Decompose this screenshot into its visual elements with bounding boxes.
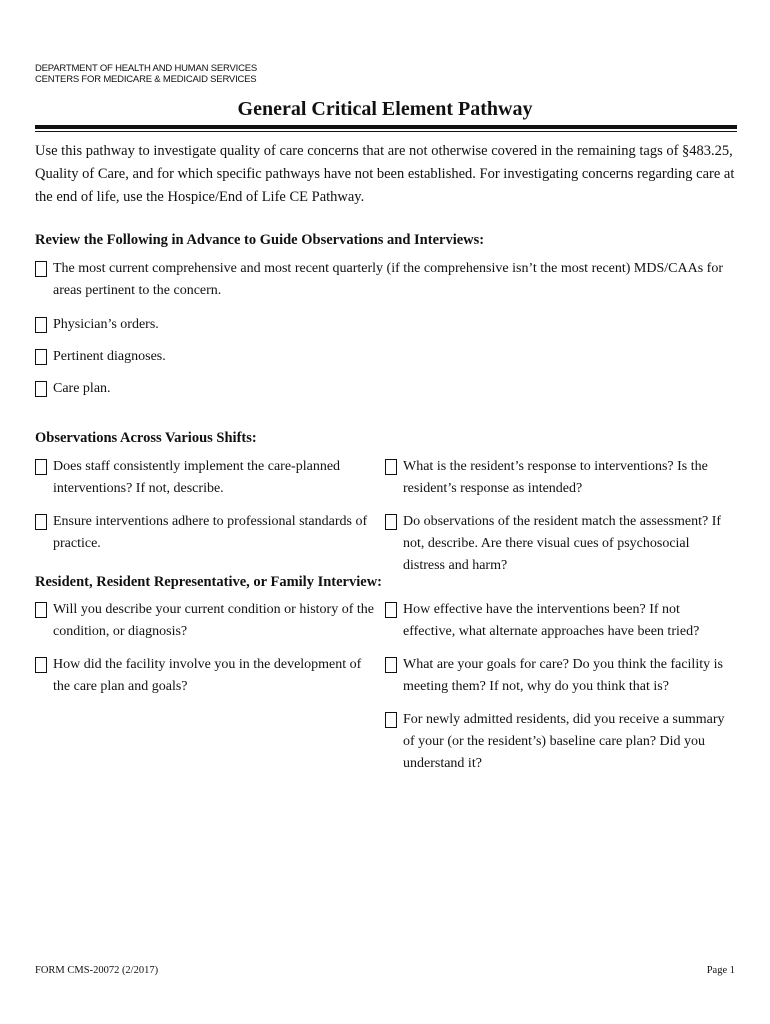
review-item-label: The most current comprehensive and most recent quarterly (if the comprehensive isn’t the most recent) MDS/CAAs for areas pertinent to the concern. [53, 261, 723, 298]
checkbox[interactable] [385, 602, 397, 618]
checkbox[interactable] [35, 657, 47, 673]
interview-item-label: For newly admitted residents, did you receive a summary of your (or the resident’s) baseline care plan? Did you understand it? [403, 712, 725, 771]
checkbox[interactable] [35, 317, 47, 333]
interview-item-label: What are your goals for care? Do you think the facility is meeting them? If not, why do you think that is? [403, 657, 723, 694]
interview-item-label: How did the facility involve you in the development of the care plan and goals? [53, 657, 362, 694]
review-item-label: Pertinent diagnoses. [53, 349, 166, 364]
observations-heading: Observations Across Various Shifts: [35, 430, 257, 446]
interview-item-label: Will you describe your current condition or history of the condition, or diagnosis? [53, 602, 374, 639]
form-number: FORM CMS-20072 (2/2017) [35, 965, 159, 976]
checkbox[interactable] [35, 459, 47, 475]
dept-line-1: DEPARTMENT OF HEALTH AND HUMAN SERVICES [35, 63, 257, 74]
checkbox[interactable] [35, 261, 47, 277]
interview-item-goals[interactable] [385, 654, 730, 698]
obs-item-standards[interactable] [35, 511, 375, 555]
checkbox[interactable] [35, 602, 47, 618]
obs-item-implement[interactable] [35, 456, 375, 500]
review-item-label: Care plan. [53, 381, 111, 396]
dept-line-2: CENTERS FOR MEDICARE & MEDICAID SERVICES [35, 74, 257, 85]
review-heading: Review the Following in Advance to Guide Observations and Interviews: [35, 232, 485, 248]
page-number: Page 1 [706, 965, 735, 976]
department-header [35, 63, 257, 85]
interview-item-effective[interactable] [385, 599, 730, 643]
obs-item-label: What is the resident’s response to interventions? Is the resident’s response as intended? [403, 459, 708, 496]
review-item-orders[interactable] [35, 314, 725, 336]
interview-item-label: How effective have the interventions been? If not effective, what alternate approaches have been tried? [403, 602, 700, 639]
checkbox[interactable] [385, 712, 397, 728]
interview-item-baseline[interactable] [385, 709, 730, 775]
interview-heading: Resident, Resident Representative, or Family Interview: [35, 574, 383, 590]
checkbox[interactable] [35, 381, 47, 397]
title-rule-thin [35, 131, 737, 132]
obs-item-response[interactable] [385, 456, 730, 500]
checkbox[interactable] [35, 349, 47, 365]
obs-item-label: Does staff consistently implement the care-planned interventions? If not, describe. [53, 459, 341, 496]
review-item-mds[interactable] [35, 258, 725, 302]
review-item-label: Physician’s orders. [53, 317, 159, 332]
interview-item-involve[interactable] [35, 654, 375, 698]
checkbox[interactable] [35, 514, 47, 530]
obs-item-label: Do observations of the resident match the assessment? If not, describe. Are there visual cues of psychosocial distress and harm? [403, 514, 722, 573]
interview-item-condition[interactable] [35, 599, 375, 643]
review-item-careplan[interactable] [35, 378, 725, 400]
page-title: General Critical Element Pathway [237, 98, 533, 120]
title-rule-thick [35, 125, 737, 129]
obs-item-match[interactable] [385, 511, 730, 577]
intro-paragraph: Use this pathway to investigate quality of care concerns that are not otherwise covered in the remaining tags of §483.25, Quality of Care, and for which specific pathways have not been established. For investigating concerns regarding care at the end of life, use the Hospice/End of Life CE Pathway. [35, 143, 735, 205]
review-item-diagnoses[interactable] [35, 346, 725, 368]
obs-item-label: Ensure interventions adhere to professional standards of practice. [53, 514, 368, 551]
checkbox[interactable] [385, 514, 397, 530]
checkbox[interactable] [385, 657, 397, 673]
checkbox[interactable] [385, 459, 397, 475]
